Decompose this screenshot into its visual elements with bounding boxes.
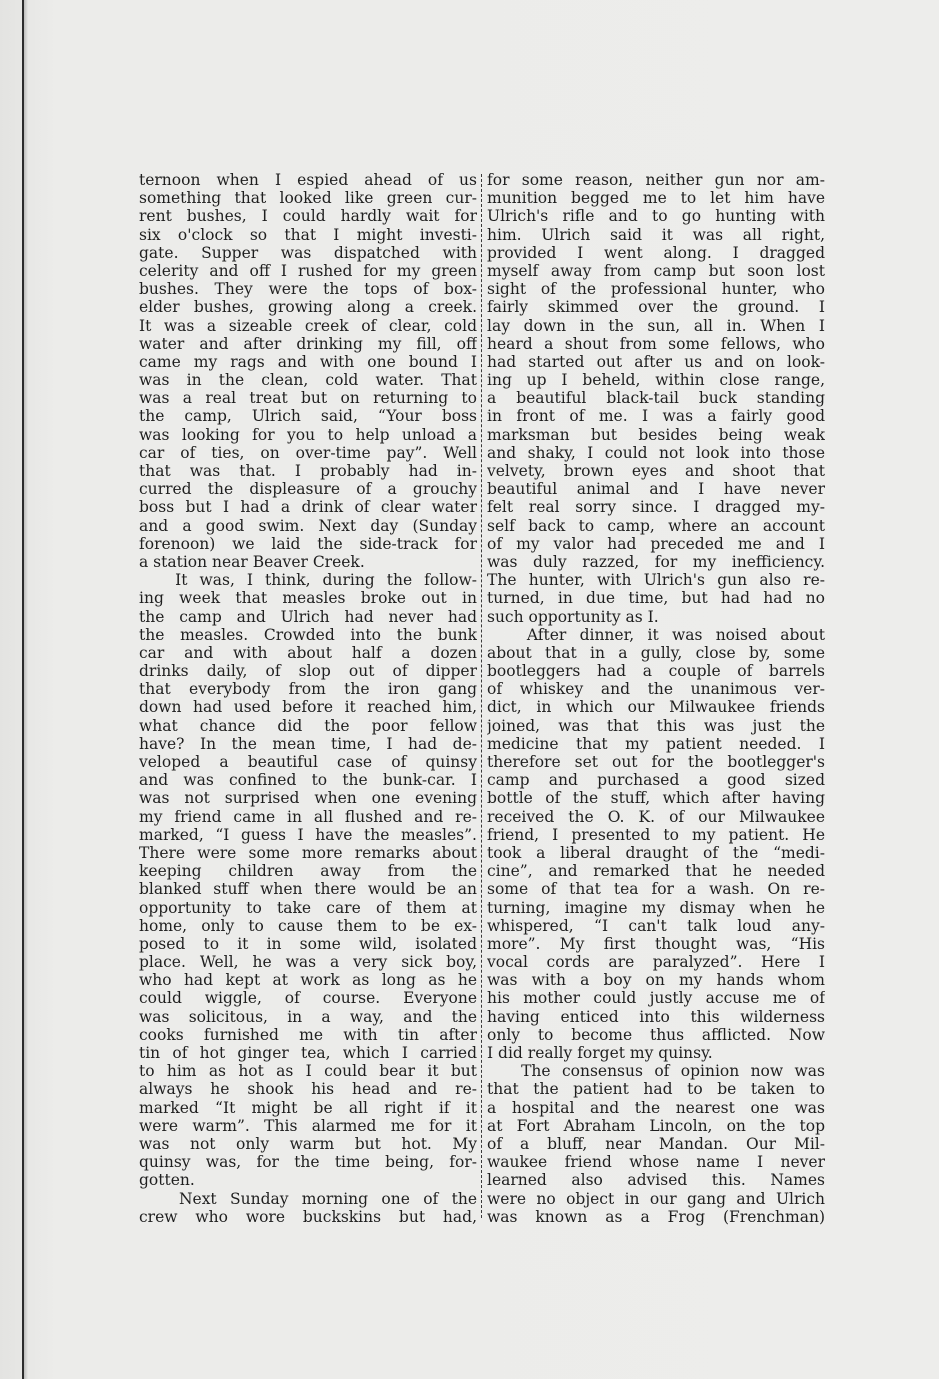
text-line: and shaky, I could not look into those — [487, 443, 825, 462]
text-line: came my rags and with one bound I — [139, 352, 477, 371]
text-line: for some reason, neither gun nor am- — [487, 171, 825, 189]
text-line: was a real treat but on returning to — [139, 389, 477, 408]
text-line: velvety, brown eyes and shoot that — [487, 462, 825, 480]
text-line: about that in a gully, close by, some — [487, 643, 825, 662]
text-line: some of that tea for a wash. On re- — [487, 880, 825, 899]
text-line: such opportunity as I. — [487, 607, 659, 626]
text-line: vocal cords are paralyzed”. Here I — [487, 953, 825, 972]
text-line: what chance did the poor fellow — [139, 716, 477, 735]
text-line: his mother could justly accuse me of — [487, 989, 825, 1008]
text-line: down had used before it reached him, — [139, 698, 477, 717]
text-line: always he shook his head and re- — [139, 1080, 477, 1099]
text-line: was duly razzed, for my inefficiency. — [487, 552, 825, 571]
text-line: ing week that measles broke out in — [139, 589, 477, 608]
text-line: After dinner, it was noised about — [487, 625, 825, 644]
text-line: the camp, Ulrich said, “Your boss — [139, 407, 477, 426]
text-line: the measles. Crowded into the bunk — [139, 625, 477, 644]
text-line: bottle of the stuff, which after having — [487, 789, 825, 808]
text-line: was in the clean, cold water. That — [139, 371, 477, 390]
text-line: sight of the professional hunter, who — [487, 280, 825, 299]
binding-shadow — [24, 0, 28, 1379]
text-line: fairly skimmed over the ground. I — [487, 298, 825, 317]
text-line: that everybody from the iron gang — [139, 680, 477, 699]
text-line: of a bluff, near Mandan. Our Mil- — [487, 1134, 825, 1153]
text-line: heard a shout from some fellows, who — [487, 334, 825, 353]
text-line: marksman but besides being weak — [487, 425, 825, 444]
text-line: provided I went along. I dragged — [487, 243, 825, 262]
text-line: marked “It might be all right if it — [139, 1098, 477, 1117]
text-line: turning, imagine my dismay when he — [487, 898, 825, 917]
text-line: munition begged me to let him have — [487, 189, 825, 208]
text-line: friend, I presented to my patient. He — [487, 825, 825, 844]
text-line: cooks furnished me with tin after — [139, 1025, 477, 1044]
text-line: There were some more remarks about — [139, 843, 477, 862]
text-line: gotten. — [139, 1171, 195, 1190]
text-line: home, only to cause them to be ex- — [139, 916, 477, 935]
text-line: a hospital and the nearest one was — [487, 1098, 825, 1117]
text-line: was not surprised when one evening — [139, 789, 477, 808]
text-line: It was, I think, during the follow- — [139, 571, 477, 590]
text-line: was known as a Frog (Frenchman) — [487, 1207, 825, 1226]
text-line: took a liberal draught of the “medi- — [487, 843, 825, 862]
text-line: at Fort Abraham Lincoln, on the top — [487, 1116, 825, 1135]
text-line: was not only warm but hot. My — [139, 1134, 477, 1153]
text-line: beautiful animal and I have never — [487, 480, 825, 499]
text-line: to him as hot as I could bear it but — [139, 1062, 477, 1081]
text-line: felt real sorry since. I dragged my- — [487, 498, 825, 517]
text-line: marked, “I guess I have the measles”. — [139, 825, 477, 844]
text-line: have? In the mean time, I had de- — [139, 734, 477, 753]
text-line: Ulrich's rifle and to go hunting with — [487, 207, 825, 226]
text-line: a station near Beaver Creek. — [139, 552, 365, 571]
text-line: waukee friend whose name I never — [487, 1153, 825, 1172]
text-line: of my valor had preceded me and I — [487, 534, 825, 553]
text-line: received the O. K. of our Milwaukee — [487, 807, 825, 826]
text-line: quinsy was, for the time being, for- — [139, 1153, 477, 1172]
text-line: It was a sizeable creek of clear, cold — [139, 316, 477, 335]
text-line: therefore set out for the bootlegger's — [487, 753, 825, 771]
text-line: self back to camp, where an account — [487, 516, 825, 535]
text-line: dict, in which our Milwaukee friends — [487, 698, 825, 717]
text-line: ternoon when I espied ahead of us — [139, 171, 477, 189]
text-line: and was confined to the bunk-car. I — [139, 771, 477, 790]
text-line: curred the displeasure of a grouchy — [139, 480, 477, 499]
text-line: only to become thus afflicted. Now — [487, 1025, 825, 1044]
text-line: bootleggers had a couple of barrels — [487, 662, 825, 681]
text-line: drinks daily, of slop out of dipper — [139, 662, 477, 681]
text-line: could wiggle, of course. Everyone — [139, 989, 477, 1008]
text-line: him. Ulrich said it was all right, — [487, 225, 825, 244]
text-line: I did really forget my quinsy. — [487, 1044, 713, 1062]
text-line: six o'clock so that I might investi- — [139, 225, 477, 244]
text-line: a beautiful black-tail buck standing — [487, 389, 825, 408]
text-line: medicine that my patient needed. I — [487, 734, 825, 753]
text-line: were warm”. This alarmed me for it — [139, 1116, 477, 1135]
text-line: cine”, and remarked that he needed — [487, 862, 825, 881]
text-line: crew who wore buckskins but had, — [139, 1207, 477, 1226]
text-line: car of ties, on over-time pay”. Well — [139, 443, 477, 462]
text-line: my friend came in all flushed and re- — [139, 807, 477, 826]
text-line: were no object in our gang and Ulrich — [487, 1189, 825, 1208]
text-line: more”. My first thought was, “His — [487, 934, 825, 953]
text-line: blanked stuff when there would be an — [139, 880, 477, 899]
column-divider — [481, 174, 482, 1218]
text-line: joined, was that this was just the — [487, 716, 825, 735]
text-line: gate. Supper was dispatched with — [139, 243, 477, 262]
text-line: turned, in due time, but had had no — [487, 589, 825, 608]
text-line: that the patient had to be taken to — [487, 1080, 825, 1099]
text-line: celerity and off I rushed for my green — [139, 261, 477, 280]
left-text-column — [139, 171, 477, 1226]
text-line: posed to it in some wild, isolated — [139, 934, 477, 953]
text-line: lay down in the sun, all in. When I — [487, 316, 825, 335]
text-line: who had kept at work as long as he — [139, 971, 477, 990]
text-line: The hunter, with Ulrich's gun also re- — [487, 571, 825, 590]
text-line: tin of hot ginger tea, which I carried — [139, 1044, 477, 1062]
text-line: ing up I beheld, within close range, — [487, 371, 825, 390]
text-line: whispered, “I can't talk loud any- — [487, 916, 825, 935]
text-line: forenoon) we laid the side-track for — [139, 534, 477, 553]
text-line: had started out after us and on look- — [487, 352, 825, 371]
text-line: bushes. They were the tops of box- — [139, 280, 477, 299]
text-line: learned also advised this. Names — [487, 1171, 825, 1190]
text-line: of whiskey and the unanimous ver- — [487, 680, 825, 699]
text-line: elder bushes, growing along a creek. — [139, 298, 477, 317]
text-line: water and after drinking my fill, off — [139, 334, 477, 353]
text-line: having enticed into this wilderness — [487, 1007, 825, 1026]
text-line: rent bushes, I could hardly wait for — [139, 207, 477, 226]
text-line: opportunity to take care of them at — [139, 898, 477, 917]
text-line: something that looked like green cur- — [139, 189, 477, 208]
text-line: place. Well, he was a very sick boy, — [139, 953, 477, 972]
text-line: camp and purchased a good sized — [487, 771, 825, 790]
text-line: boss but I had a drink of clear water — [139, 498, 477, 517]
text-line: Next Sunday morning one of the — [139, 1189, 477, 1208]
text-line: and a good swim. Next day (Sunday — [139, 516, 477, 535]
text-line: in front of me. I was a fairly good — [487, 407, 825, 426]
text-line: veloped a beautiful case of quinsy — [139, 753, 477, 771]
right-text-column — [487, 171, 825, 1226]
text-line: keeping children away from the — [139, 862, 477, 881]
text-line: myself away from camp but soon lost — [487, 261, 825, 280]
text-line: car and with about half a dozen — [139, 643, 477, 662]
text-line: the camp and Ulrich had never had — [139, 607, 477, 626]
text-line: was with a boy on my hands whom — [487, 971, 825, 990]
text-line: that was that. I probably had in- — [139, 462, 477, 480]
text-line: was looking for you to help unload a — [139, 425, 477, 444]
text-line: The consensus of opinion now was — [487, 1062, 825, 1081]
text-line: was solicitous, in a way, and the — [139, 1007, 477, 1026]
